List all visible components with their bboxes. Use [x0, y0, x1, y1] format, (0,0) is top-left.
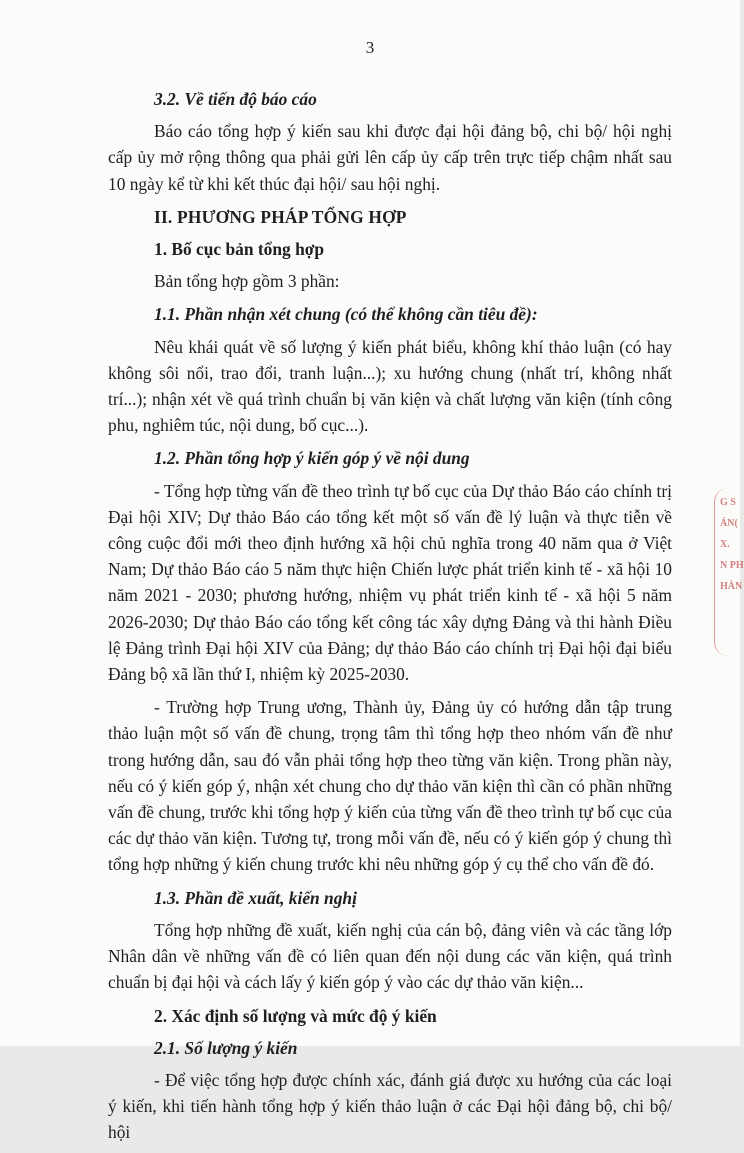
- heading-1-3: 1.3. Phần đề xuất, kiến nghị: [154, 887, 357, 908]
- heading-1: 1. Bố cục bản tổng hợp: [154, 239, 325, 260]
- red-seal-stamp: [714, 488, 744, 656]
- heading-3-2: 3.2. Về tiến độ báo cáo: [154, 89, 317, 109]
- paragraph-2-1: - Để việc tổng hợp được chính xác, đánh giá được xu hướng của các loại ý kiến, khi tiến hành tổng hợp ý kiến thảo luận ở các Đại hội đảng bộ, chi bộ/ hội: [108, 1069, 672, 1143]
- paragraph-1-2-a: - Tổng hợp từng vấn đề theo trình tự bố cục của Dự thảo Báo cáo chính trị Đại hội XIV; Dự thảo Báo cáo tổng kết một số vấn đề lý luận và thực tiễn về công cuộc đổi mới theo định hướng xã hội chủ nghĩa trong 40 năm qua ở Việt Nam; Dự thảo Báo cáo 5 năm thực hiện Chiến lược phát triển kinh tế - xã hội 10 năm 2021 - 2030; phương hướng, nhiệm vụ phát triển kinh tế - xã hội 5 năm 2026-2030; Dự thảo Báo cáo tổng kết công tác xây dựng Đảng và thi hành Điều lệ Đảng trình Đại hội XIV của Đảng; dự thảo Báo cáo chính trị Đại hội đại biểu Đảng bộ xã lần thứ I, nhiệm kỳ 2025-2030.: [108, 480, 672, 685]
- page-number: 3: [365, 38, 375, 57]
- stamp-text-5: HÀN: [720, 581, 743, 592]
- heading-part-ii: II. PHƯƠNG PHÁP TỔNG HỢP: [154, 206, 407, 227]
- paragraph-1-intro: Bản tổng hợp gồm 3 phần:: [154, 271, 340, 292]
- heading-2-1: 2.1. Số lượng ý kiến: [154, 1037, 298, 1058]
- paragraph-1-1: Nêu khái quát về số lượng ý kiến phát biểu, không khí thảo luận (có hay không sôi nổi, trao đổi, tranh luận...); xu hướng chung (nhất trí, không nhất trí...); nhận xét về quá trình chuẩn bị văn kiện và chất lượng văn kiện (tính công phu, nghiêm túc, nội dung, bố cục...).: [108, 336, 672, 436]
- heading-1-1: 1.1. Phần nhận xét chung (có thể không cần tiêu đề):: [154, 304, 538, 325]
- document-body: [108, 86, 672, 1153]
- stamp-text-4: N PH: [720, 560, 744, 571]
- stamp-text-2: ÁN(: [720, 518, 738, 529]
- heading-2: 2. Xác định số lượng và mức độ ý kiến: [154, 1005, 437, 1026]
- heading-1-2: 1.2. Phần tổng hợp ý kiến góp ý về nội dung: [154, 448, 470, 469]
- paragraph-1-2-b: - Trường hợp Trung ương, Thành ủy, Đảng ủy có hướng dẫn tập trung thảo luận một số vấn đề chung, trọng tâm thì tổng hợp theo nhóm vấn đề như trong hướng dẫn, sau đó vẫn phải tổng hợp theo từng văn kiện. Trong phần này, nếu có ý kiến góp ý, nhận xét chung cho dự thảo văn kiện thì cần có phần những vấn đề chung, trước khi tổng hợp ý kiến của từng vấn đề theo trình tự bố cục của các dự thảo văn kiện. Tương tự, trong mỗi vấn đề, nếu có ý kiến góp ý chung thì tổng hợp những ý kiến chung trước khi nêu những góp ý cụ thể cho vấn đề đó.: [108, 697, 672, 875]
- paragraph-1-3: Tổng hợp những đề xuất, kiến nghị của cán bộ, đảng viên và các tầng lớp Nhân dân về những vấn đề có liên quan đến nội dung các văn kiện, quá trình chuẩn bị đại hội và cách lấy ý kiến góp ý vào các dự thảo văn kiện...: [108, 919, 672, 993]
- stamp-text-1: G S: [720, 497, 736, 508]
- paragraph-3-2: Báo cáo tổng hợp ý kiến sau khi được đại hội đảng bộ, chi bộ/ hội nghị cấp ủy mở rộng thông qua phải gửi lên cấp ủy cấp trên trực tiếp chậm nhất sau 10 ngày kể từ khi kết thúc đại hội/ sau hội nghị.: [108, 121, 672, 194]
- stamp-text-3: X.: [720, 539, 730, 550]
